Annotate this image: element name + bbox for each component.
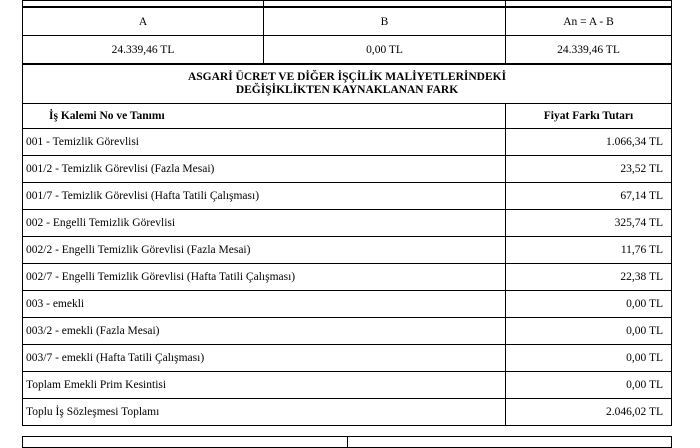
table-row <box>23 318 672 345</box>
table-row <box>23 264 672 291</box>
column-header-name: İş Kalemi No ve Tanımı <box>23 104 506 129</box>
summary-value-diff: 24.339,46 TL <box>506 36 672 64</box>
table-row <box>23 129 672 156</box>
summary-value-row <box>23 36 672 64</box>
document-page <box>22 0 671 426</box>
item-name: 001/7 - Temizlik Görevlisi (Hafta Tatili Çalışması) <box>23 183 506 210</box>
section-title-line1: ASGARİ ÜCRET VE DİĞER İŞÇİLİK MALİYETLERİNDEKİ <box>187 71 507 83</box>
item-amount: 2.046,02 TL <box>506 399 672 426</box>
item-name: Toplam Emekli Prim Kesintisi <box>23 372 506 399</box>
summary-header-row <box>23 8 672 36</box>
item-amount: 0,00 TL <box>506 372 672 399</box>
summary-header-diff: An = A - B <box>506 8 672 36</box>
summary-value-b: 0,00 TL <box>264 36 506 64</box>
item-amount: 1.066,34 TL <box>506 129 672 156</box>
next-cell <box>348 437 672 448</box>
item-name: 001/2 - Temizlik Görevlisi (Fazla Mesai) <box>23 156 506 183</box>
previous-table-bottom <box>22 0 672 7</box>
item-name: 003 - emekli <box>23 291 506 318</box>
item-name: Toplu İş Sözleşmesi Toplamı <box>23 399 506 426</box>
summary-header-a: A <box>23 8 264 36</box>
item-amount: 0,00 TL <box>506 291 672 318</box>
price-difference-table <box>22 64 672 426</box>
previous-cell <box>23 1 264 7</box>
items-body <box>23 129 672 426</box>
summary-table <box>22 7 672 64</box>
item-name: 003/7 - emekli (Hafta Tatili Çalışması) <box>23 345 506 372</box>
section-title-line2: DEĞİŞİKLİKTEN KAYNAKLANAN FARK <box>235 84 459 96</box>
table-row <box>23 372 672 399</box>
table-row <box>23 291 672 318</box>
next-table-top <box>22 436 672 448</box>
previous-cell <box>506 1 672 7</box>
section-title <box>23 65 672 104</box>
item-amount: 11,76 TL <box>506 237 672 264</box>
item-amount: 0,00 TL <box>506 318 672 345</box>
item-name: 002 - Engelli Temizlik Görevlisi <box>23 210 506 237</box>
summary-value-a: 24.339,46 TL <box>23 36 264 64</box>
item-name: 002/2 - Engelli Temizlik Görevlisi (Fazla Mesai) <box>23 237 506 264</box>
table-row <box>23 156 672 183</box>
item-name: 002/7 - Engelli Temizlik Görevlisi (Hafta Tatili Çalışması) <box>23 264 506 291</box>
table-row <box>23 345 672 372</box>
previous-cell <box>264 1 506 7</box>
item-amount: 325,74 TL <box>506 210 672 237</box>
item-name: 001 - Temizlik Görevlisi <box>23 129 506 156</box>
summary-header-b: B <box>264 8 506 36</box>
item-amount: 67,14 TL <box>506 183 672 210</box>
next-cell <box>23 437 348 448</box>
item-name: 003/2 - emekli (Fazla Mesai) <box>23 318 506 345</box>
table-row <box>23 183 672 210</box>
table-row <box>23 210 672 237</box>
section-title-row <box>23 65 672 104</box>
table-row <box>23 399 672 426</box>
table-row <box>23 237 672 264</box>
column-header-amount: Fiyat Farkı Tutarı <box>506 104 672 129</box>
item-amount: 23,52 TL <box>506 156 672 183</box>
item-amount: 22,38 TL <box>506 264 672 291</box>
item-amount: 0,00 TL <box>506 345 672 372</box>
column-header-row <box>23 104 672 129</box>
